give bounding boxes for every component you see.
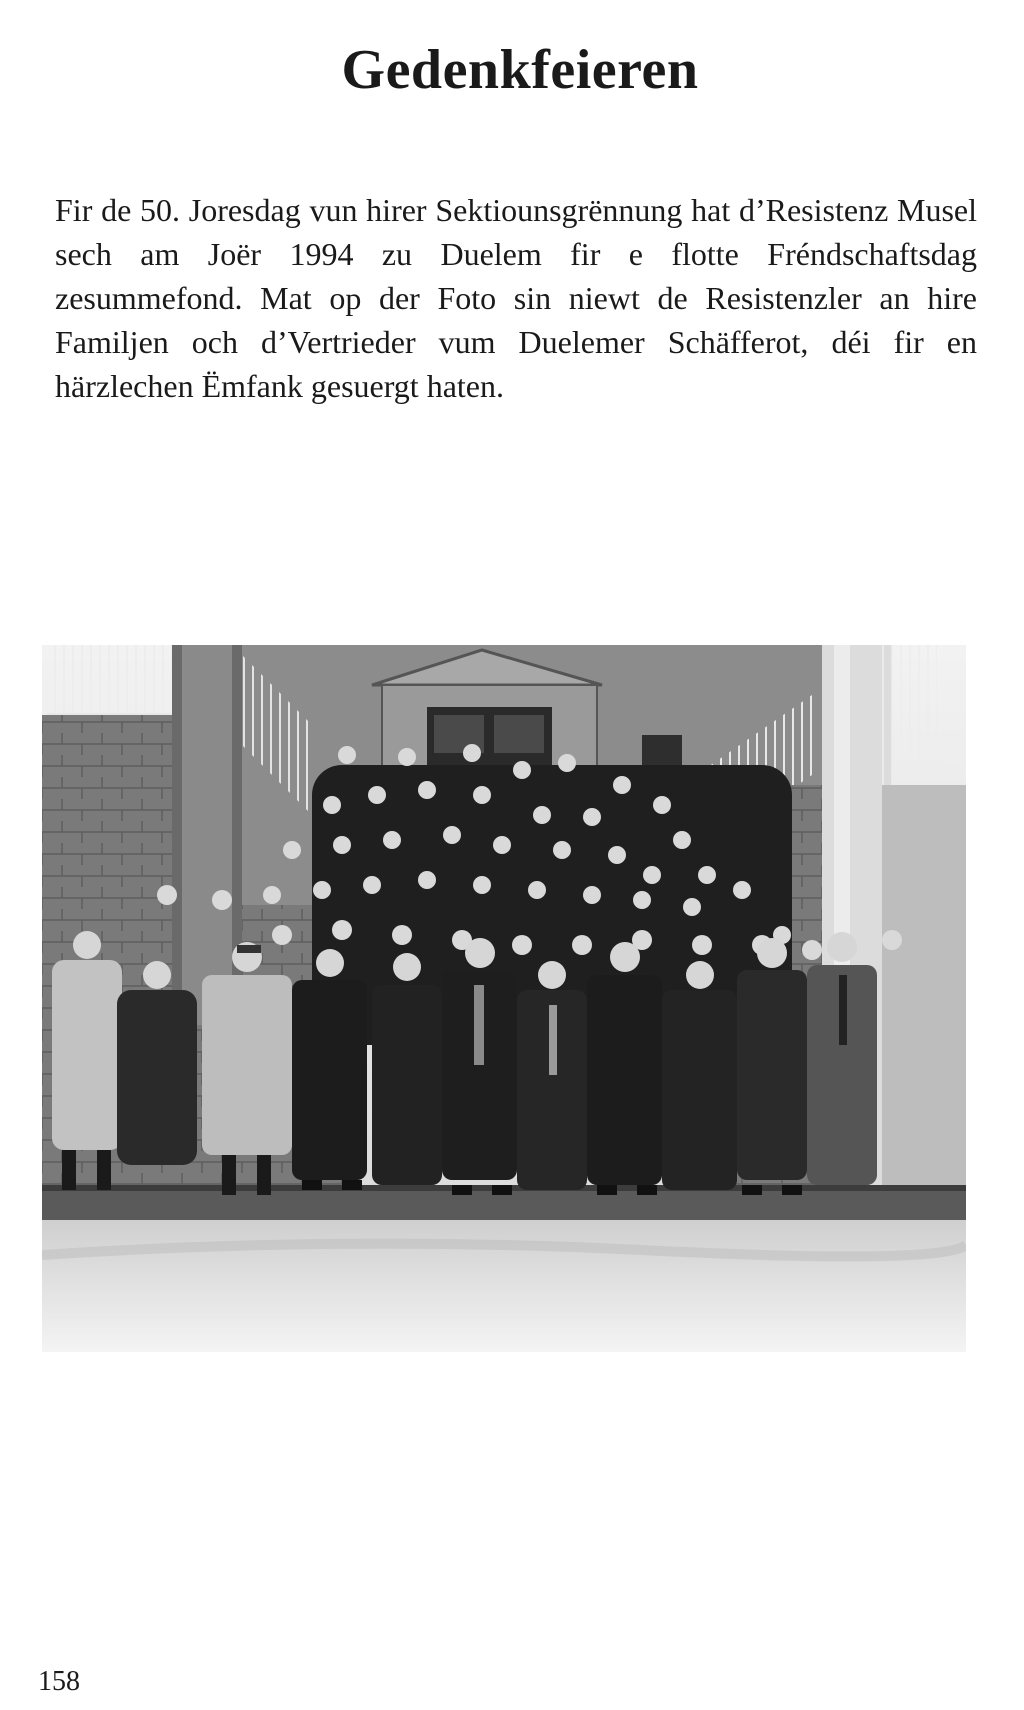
group-photo-illustration [42, 645, 966, 1352]
body-paragraph: Fir de 50. Joresdag vun hirer Sektiounsgrënnung hat d’Resistenz Musel sech am Joër 1994 zu Duelem fir e flotte Fréndschaftsdag zesummefond. Mat op der Foto sin niewt de Resistenzler an hire Familjen och d’Vertrieder vum Duelemer Schäfferot, déi fir en härzlechen Ëmfank gesuergt haten. [55, 192, 977, 404]
page-number: 158 [38, 1666, 80, 1697]
street [42, 1220, 966, 1352]
group-photo [42, 645, 966, 1352]
left-railing [47, 645, 177, 720]
page-title: Gedenkfeieren [341, 39, 699, 101]
